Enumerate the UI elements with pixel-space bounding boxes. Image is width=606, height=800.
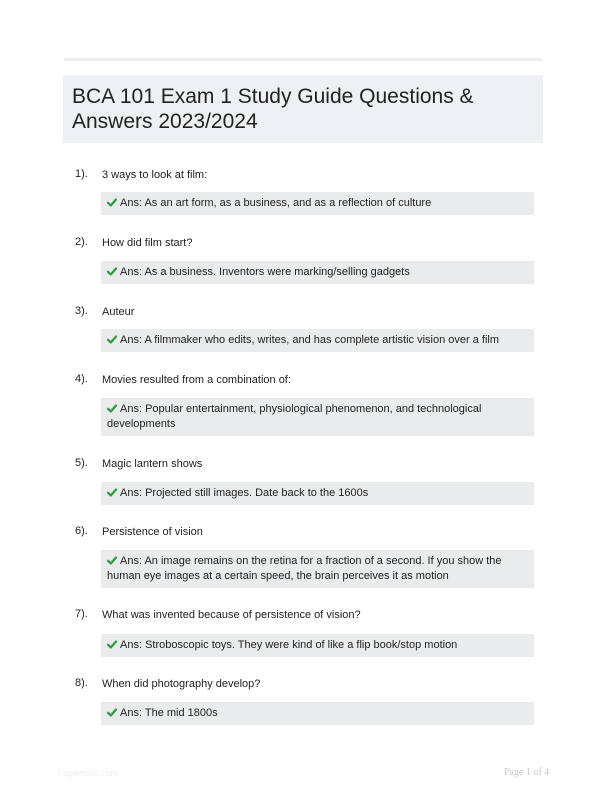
title-line-2: Answers 2023/2024	[72, 110, 258, 133]
top-divider	[64, 58, 542, 61]
check-icon	[107, 335, 117, 344]
question-number: 4).	[75, 373, 88, 385]
question-number: 1).	[75, 168, 88, 180]
answer-box	[101, 329, 534, 352]
question-text: When did photography develop?	[102, 678, 261, 690]
answer-text: Ans: A filmmaker who edits, writes, and has complete artistic vision over a film	[120, 334, 500, 346]
check-icon	[107, 267, 117, 276]
question-text: Magic lantern shows	[102, 458, 203, 470]
question-number: 6).	[75, 525, 88, 537]
title-line-1: BCA 101 Exam 1 Study Guide Questions &	[72, 85, 474, 108]
check-icon	[107, 640, 117, 649]
check-icon	[107, 404, 117, 413]
answer-box	[101, 634, 534, 657]
title-banner	[63, 75, 543, 143]
question-number: 3).	[75, 305, 88, 317]
question-text: How did film start?	[102, 237, 193, 249]
page-number: Page 1 of 4	[504, 767, 550, 778]
answer-text: Ans: Stroboscopic toys. They were kind of like a flip book/stop motion	[120, 639, 458, 651]
check-icon	[107, 488, 117, 497]
answer-text: Ans: An image remains on the retina for a fraction of a second. If you show the human eye images at a certain speed, the brain perceives it as motion	[107, 555, 502, 582]
check-icon	[107, 198, 117, 207]
answer-box	[101, 482, 534, 505]
question-number: 5).	[75, 457, 88, 469]
question-text: Persistence of vision	[102, 526, 203, 538]
question-number: 2).	[75, 236, 88, 248]
answer-text: Ans: Popular entertainment, physiological phenomenon, and technological developments	[107, 403, 482, 430]
question-number: 8).	[75, 677, 88, 689]
answer-text: Ans: As an art form, as a business, and as a reflection of culture	[120, 197, 432, 209]
answer-box	[101, 550, 534, 588]
answer-box	[101, 702, 534, 725]
check-icon	[107, 556, 117, 565]
answer-box	[101, 261, 534, 284]
question-number: 7).	[75, 608, 88, 620]
answer-text: Ans: As a business. Inventors were marking/selling gadgets	[120, 266, 410, 278]
question-text: Auteur	[102, 306, 135, 318]
question-text: Movies resulted from a combination of:	[102, 374, 291, 386]
footer-watermark: Paperfolio.com	[58, 768, 119, 778]
answer-box	[101, 398, 534, 436]
answer-box	[101, 192, 534, 215]
answer-text: Ans: Projected still images. Date back to the 1600s	[120, 487, 369, 499]
document-title	[72, 84, 534, 134]
answer-text: Ans: The mid 1800s	[120, 707, 218, 719]
check-icon	[107, 708, 117, 717]
question-text: What was invented because of persistence of vision?	[102, 609, 361, 621]
question-text: 3 ways to look at film:	[102, 169, 208, 181]
